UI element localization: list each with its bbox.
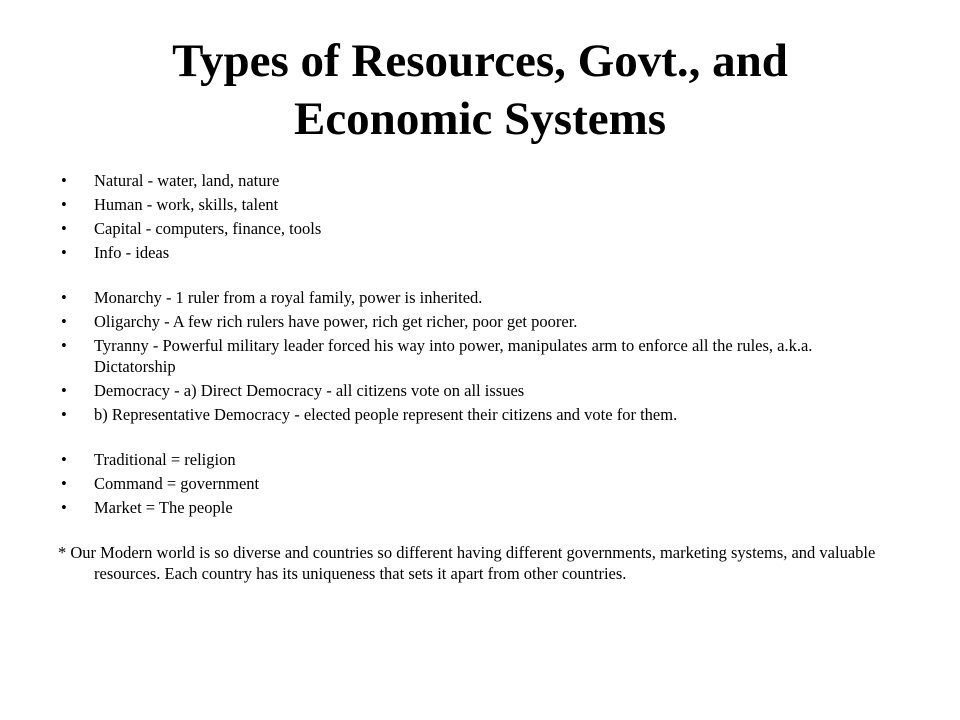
list-item: • Info - ideas [58,242,888,263]
list-item: • Tyranny - Powerful military leader forced his way into power, manipulates arm to enforce all the rules, a.k.a. Dictatorship [58,335,888,377]
list-item: • Monarchy - 1 ruler from a royal family, power is inherited. [58,287,888,308]
spacer [58,428,888,449]
footnote: * Our Modern world is so diverse and countries so different having different governments, marketing systems, and valuable resources. Each country has its uniqueness that sets it apart from other countries. [58,543,876,583]
title-line-2: Economic Systems [293,93,667,145]
list-item: • Human - work, skills, talent [58,194,888,215]
list-item: • Oligarchy - A few rich rulers have power, rich get richer, poor get poorer. [58,311,888,332]
list-item: • Command = government [58,473,888,494]
list-item: • b) Representative Democracy - elected people represent their citizens and vote for them. [58,404,888,425]
list-item: • Democracy - a) Direct Democracy - all citizens vote on all issues [58,380,888,401]
title-line-1: Types of Resources, Govt., and [172,35,788,87]
resources-list [58,170,888,263]
governments-list [58,287,888,425]
list-item: • Traditional = religion [58,449,888,470]
list-item: • Market = The people [58,497,888,518]
slide-body [58,170,888,584]
spacer [58,521,888,542]
list-item: • Natural - water, land, nature [58,170,888,191]
slide-title [60,32,900,148]
list-item: • Capital - computers, finance, tools [58,218,888,239]
spacer [58,266,888,287]
economic-systems-list [58,449,888,518]
